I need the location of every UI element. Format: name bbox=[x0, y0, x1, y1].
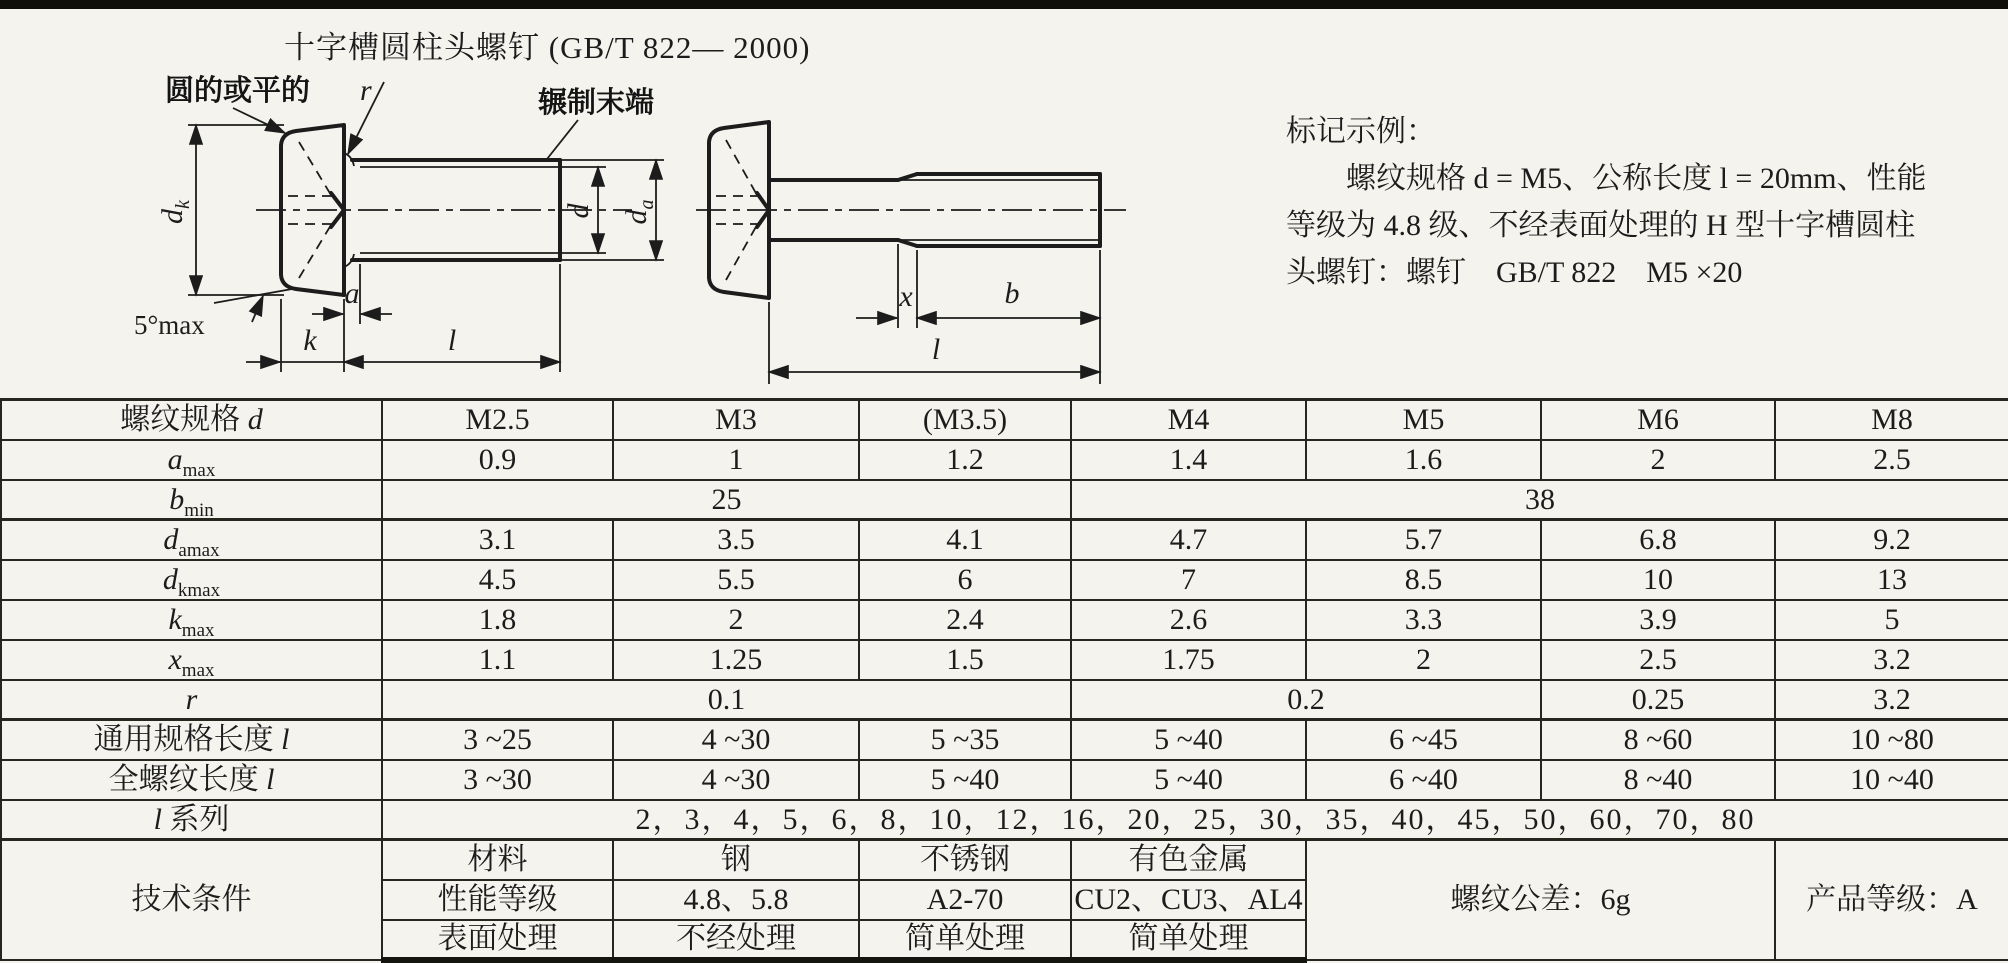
svg-text:da: $d_a$ bbox=[620, 199, 658, 225]
column-header: (M3.5) bbox=[859, 400, 1071, 440]
l-label: l bbox=[931, 333, 941, 366]
value-cell: 6 ~40 bbox=[1306, 760, 1541, 800]
product-grade: 产品等级：A bbox=[1775, 840, 2008, 960]
value-cell: 10 ~80 bbox=[1775, 720, 2008, 760]
value-cell: 5 ~35 bbox=[859, 720, 1071, 760]
tech-value: A2-70 bbox=[859, 880, 1071, 920]
tech-value: CU2、CU3、AL4 bbox=[1071, 880, 1306, 920]
callout-rolled-end bbox=[538, 86, 654, 159]
left-screw-drawing bbox=[130, 58, 710, 398]
l-label: l bbox=[447, 324, 457, 357]
a-label: a bbox=[344, 277, 360, 310]
value-cell: 2.4 bbox=[859, 600, 1071, 640]
value-cell: 6 ~45 bbox=[1306, 720, 1541, 760]
value-cell: 2.5 bbox=[1775, 440, 2008, 480]
tech-value: 简单处理 bbox=[1071, 920, 1306, 960]
value-cell: 5 ~40 bbox=[1071, 720, 1306, 760]
table-row-general-length bbox=[1, 720, 2008, 760]
value-cell: 10 ~40 bbox=[1775, 760, 2008, 800]
row-label: r bbox=[1, 680, 382, 720]
value-cell: 1.1 bbox=[382, 640, 613, 680]
value-cell: 38 bbox=[1071, 480, 2008, 520]
value-cell: 10 bbox=[1541, 560, 1775, 600]
value-cell: 8 ~40 bbox=[1541, 760, 1775, 800]
k-label: k bbox=[303, 324, 317, 357]
tech-sub-label: 材料 bbox=[382, 840, 613, 880]
row-label: $d_{kmax}$ bbox=[1, 560, 382, 600]
row-label: $d_{amax}$ bbox=[1, 520, 382, 560]
column-header: M8 bbox=[1775, 400, 2008, 440]
svg-text:圆的或平的: 圆的或平的 bbox=[165, 75, 311, 107]
value-cell: 5 ~40 bbox=[1071, 760, 1306, 800]
row-label: 全螺纹长度 l bbox=[1, 760, 382, 800]
value-cell: 4 ~30 bbox=[613, 760, 859, 800]
value-cell: 5 ~40 bbox=[859, 760, 1071, 800]
row-label: $k_{max}$ bbox=[1, 600, 382, 640]
value-cell: 2 bbox=[1306, 640, 1541, 680]
svg-text:辗制末端: 辗制末端 bbox=[538, 87, 655, 119]
table-row-full-thread-length bbox=[1, 760, 2008, 800]
marking-example bbox=[1286, 108, 2002, 296]
column-header: M6 bbox=[1541, 400, 1775, 440]
table-row-r bbox=[1, 680, 2008, 720]
row-label: 通用规格长度 l bbox=[1, 720, 382, 760]
marking-example-line: 螺纹规格 d = M5、公称长度 l = 20mm、性能 bbox=[1346, 162, 1927, 195]
row-label: 螺纹规格 d bbox=[1, 400, 382, 440]
value-cell: 5 bbox=[1775, 600, 2008, 640]
value-cell: 3.2 bbox=[1775, 640, 2008, 680]
row-label: l 系列 bbox=[1, 800, 382, 840]
value-cell: 7 bbox=[1071, 560, 1306, 600]
table-row-k-max bbox=[1, 600, 2008, 640]
tech-conditions-label: 技术条件 bbox=[1, 840, 382, 960]
value-cell: 4 ~30 bbox=[613, 720, 859, 760]
value-cell: 2.5 bbox=[1541, 640, 1775, 680]
l-series-values: 2，3，4，5，6，8，10，12，16，20，25，30，35，40，45，50，60，70，80 bbox=[382, 800, 2008, 840]
tech-sub-label: 表面处理 bbox=[382, 920, 613, 960]
value-cell: 3.5 bbox=[613, 520, 859, 560]
page-title: 十字槽圆柱头螺钉 (GB/T 822— 2000) bbox=[284, 30, 811, 65]
value-cell: 5.5 bbox=[613, 560, 859, 600]
dimension-d-da bbox=[560, 160, 664, 260]
dimension-l bbox=[769, 250, 1100, 384]
table-row-l-series bbox=[1, 800, 2008, 840]
row-label: $b_{min}$ bbox=[1, 480, 382, 520]
r-label: r bbox=[360, 74, 372, 107]
value-cell: 0.9 bbox=[382, 440, 613, 480]
value-cell: 3.1 bbox=[382, 520, 613, 560]
value-cell: 3 ~25 bbox=[382, 720, 613, 760]
table-row-da-max bbox=[1, 520, 2008, 560]
value-cell: 2 bbox=[1541, 440, 1775, 480]
tech-sub-label: 性能等级 bbox=[382, 880, 613, 920]
value-cell: 1.75 bbox=[1071, 640, 1306, 680]
column-header: M2.5 bbox=[382, 400, 613, 440]
dimension-k-l bbox=[246, 264, 560, 372]
tech-value: 钢 bbox=[613, 840, 859, 880]
table-row-dk-max bbox=[1, 560, 2008, 600]
value-cell: 1.5 bbox=[859, 640, 1071, 680]
taper-angle-label: 5°max bbox=[134, 310, 205, 340]
value-cell: 1.2 bbox=[859, 440, 1071, 480]
value-cell: 0.25 bbox=[1541, 680, 1775, 720]
marking-example-line: 头螺钉：螺钉 GB/T 822 M5 ×20 bbox=[1286, 256, 1743, 289]
marking-example-line: 等级为 4.8 级、不经表面处理的 H 型十字槽圆柱 bbox=[1286, 209, 1916, 242]
column-header: M3 bbox=[613, 400, 859, 440]
right-screw-drawing bbox=[690, 80, 1190, 400]
value-cell: 8.5 bbox=[1306, 560, 1541, 600]
value-cell: 1.25 bbox=[613, 640, 859, 680]
callout-fillet-r bbox=[348, 74, 384, 154]
d-label: d bbox=[562, 203, 595, 219]
value-cell: 1.8 bbox=[382, 600, 613, 640]
value-cell: 1 bbox=[613, 440, 859, 480]
dimension-x-b bbox=[856, 244, 1100, 328]
value-cell: 3 ~30 bbox=[382, 760, 613, 800]
row-label: $x_{max}$ bbox=[1, 640, 382, 680]
dimension-taper-angle bbox=[134, 289, 292, 340]
tech-value: 有色金属 bbox=[1071, 840, 1306, 880]
column-header: M5 bbox=[1306, 400, 1541, 440]
row-label: $a_{max}$ bbox=[1, 440, 382, 480]
value-cell: 1.4 bbox=[1071, 440, 1306, 480]
scan-top-edge bbox=[0, 0, 2008, 9]
value-cell: 2 bbox=[613, 600, 859, 640]
spec-table bbox=[0, 398, 2008, 963]
value-cell: 2.6 bbox=[1071, 600, 1306, 640]
table-row-b-min bbox=[1, 480, 2008, 520]
thread-tolerance: 螺纹公差：6g bbox=[1306, 840, 1775, 960]
svg-text:dk: $d_k$ bbox=[156, 200, 194, 224]
tech-value: 简单处理 bbox=[859, 920, 1071, 960]
column-header: M4 bbox=[1071, 400, 1306, 440]
value-cell: 3.3 bbox=[1306, 600, 1541, 640]
tech-value: 不锈钢 bbox=[859, 840, 1071, 880]
tech-value: 不经处理 bbox=[613, 920, 859, 960]
value-cell: 3.2 bbox=[1775, 680, 2008, 720]
x-label: x bbox=[899, 280, 913, 313]
table-row-x-max bbox=[1, 640, 2008, 680]
marking-example-heading: 标记示例： bbox=[1286, 115, 1436, 148]
tech-value: 4.8、5.8 bbox=[613, 880, 859, 920]
value-cell: 3.9 bbox=[1541, 600, 1775, 640]
value-cell: 6.8 bbox=[1541, 520, 1775, 560]
table-row-header bbox=[1, 400, 2008, 440]
value-cell: 13 bbox=[1775, 560, 2008, 600]
value-cell: 8 ~60 bbox=[1541, 720, 1775, 760]
table-row-tech-material bbox=[1, 840, 2008, 880]
value-cell: 4.5 bbox=[382, 560, 613, 600]
value-cell: 4.1 bbox=[859, 520, 1071, 560]
value-cell: 4.7 bbox=[1071, 520, 1306, 560]
value-cell: 9.2 bbox=[1775, 520, 2008, 560]
value-cell: 5.7 bbox=[1306, 520, 1541, 560]
value-cell: 0.2 bbox=[1071, 680, 1541, 720]
value-cell: 0.1 bbox=[382, 680, 1071, 720]
table-row-a-max bbox=[1, 440, 2008, 480]
value-cell: 1.6 bbox=[1306, 440, 1541, 480]
b-label: b bbox=[1004, 277, 1020, 310]
dimension-a bbox=[312, 264, 392, 372]
value-cell: 6 bbox=[859, 560, 1071, 600]
value-cell: 25 bbox=[382, 480, 1071, 520]
